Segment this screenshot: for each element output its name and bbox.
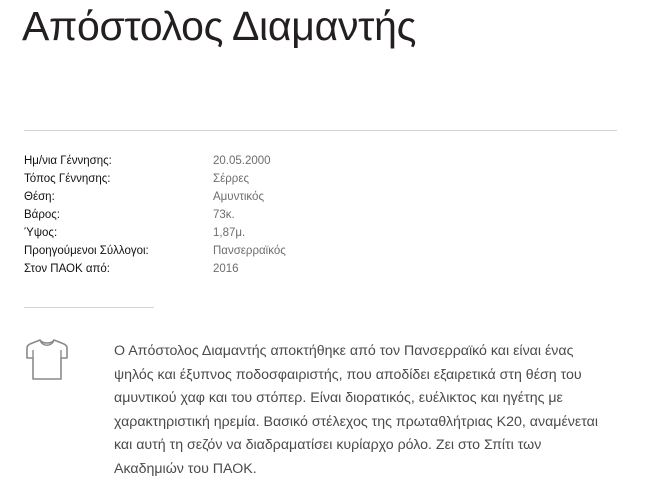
info-row-birthdate bbox=[24, 152, 286, 170]
info-label: Ημ/νια Γέννησης: bbox=[24, 155, 112, 167]
info-row-birthplace bbox=[24, 170, 286, 188]
info-value: Σέρρες bbox=[213, 173, 249, 185]
info-label: Στον ΠΑΟΚ από: bbox=[24, 263, 110, 275]
player-bio: Ο Απόστολος Διαμαντής αποκτήθηκε από τον Πανσερραϊκό και είναι ένας ψηλός και έξυπνος ποδοσφαιριστής, που αποδίδει εξαιρετικά στη θέση του αμυντικού χαφ και του στόπερ. Είναι διορατικός, ευέλικτος και ηγέτης με χαρακτηριστική ηρεμία. Βασικό στέλεχος της πρωταθλήτριας Κ20, αναμένεται και αυτή τη σεζόν να διαδραματίσει κυρίαρχο ρόλο. Ζει στο Σπίτι των Ακαδημιών του ΠΑΟΚ. bbox=[114, 343, 598, 477]
info-label: Τόπος Γέννησης: bbox=[24, 173, 111, 185]
jersey-icon bbox=[24, 336, 70, 382]
info-divider bbox=[24, 307, 154, 308]
player-name-title: Απόστολος Διαμαντής bbox=[22, 3, 417, 49]
info-row-height bbox=[24, 224, 286, 242]
info-label: Βάρος: bbox=[24, 209, 60, 221]
info-value: Αμυντικός bbox=[213, 191, 264, 203]
info-value: 1,87μ. bbox=[213, 227, 246, 239]
header-divider bbox=[24, 130, 617, 131]
info-row-previous-clubs bbox=[24, 242, 286, 260]
info-value: 73κ. bbox=[213, 209, 235, 221]
info-label: Ύψος: bbox=[24, 227, 58, 239]
info-value: Πανσερραϊκός bbox=[213, 245, 286, 257]
info-row-at-paok-since bbox=[24, 260, 286, 278]
info-label: Προηγούμενοι Σύλλογοι: bbox=[24, 245, 149, 257]
player-info-table bbox=[24, 152, 286, 278]
info-row-weight bbox=[24, 206, 286, 224]
info-value: 20.05.2000 bbox=[213, 155, 271, 167]
info-row-position bbox=[24, 188, 286, 206]
info-label: Θέση: bbox=[24, 191, 55, 203]
info-value: 2016 bbox=[213, 263, 239, 275]
